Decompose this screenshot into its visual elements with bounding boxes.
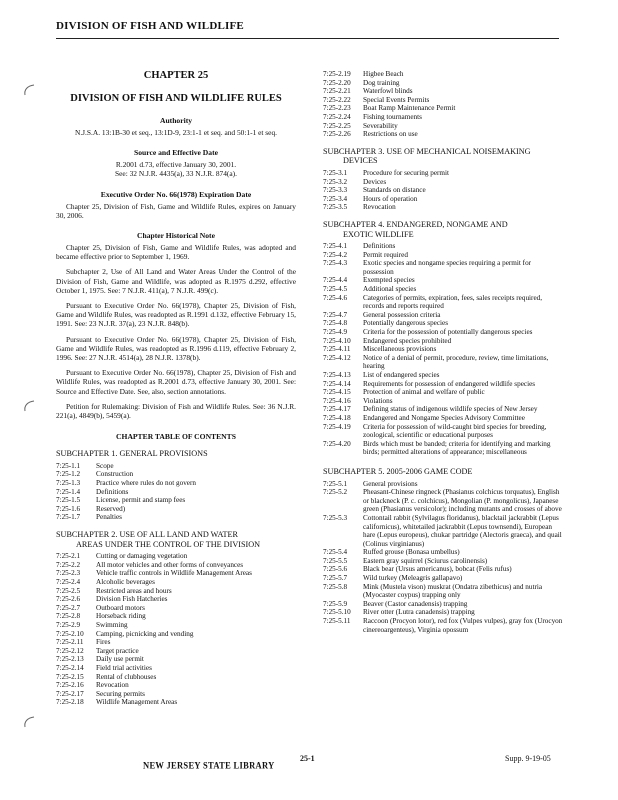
section-number: 7:25-2.19: [323, 70, 351, 78]
section-number: 7:25-2.18: [56, 698, 84, 707]
section-title: Criteria for the possession of potentially dangerous species: [363, 328, 533, 337]
section-entry: [323, 514, 563, 548]
authority-text: N.J.S.A. 13:1B-30 et seq., 13:1D-9, 23:1-1 et seq. and 50:1-1 et seq.: [75, 128, 277, 137]
section-title: Black bear (Ursus americanus), bobcat (Felis rufus): [363, 565, 512, 574]
section-number: 7:25-2.3: [56, 569, 81, 578]
exec-order-text: Chapter 25, Division of Fish, Game and Wildlife Rules, expires on January 30, 2006.: [56, 201, 296, 220]
section-entry: [56, 655, 252, 664]
section-number: 7:25-3.1: [323, 168, 348, 177]
section-title: Protection of animal and welfare of public: [363, 388, 485, 397]
section-title: Revocation: [363, 203, 396, 212]
section-title: Raccoon (Procyon lotor), red fox (Vulpes vulpes), gray fox (Urocyon cinereoargenteus), Virginia opossum: [363, 617, 563, 634]
section-entry: [323, 259, 563, 276]
history-heading: Chapter Historical Note: [137, 231, 215, 241]
section-title: Waterfowl blinds: [363, 87, 413, 96]
section-title: Mink (Mustela vison) muskrat (Ondatra zibethicus) and nutria (Myocaster coypus) trapping only: [363, 582, 543, 600]
section-title: Notice of a denial of permit, procedure, review, time limitations, hearing: [363, 353, 549, 371]
section-entry: [56, 612, 252, 621]
section-number: 7:25-4.8: [323, 319, 348, 328]
section-number: 7:25-4.16: [323, 396, 351, 405]
section-number: 7:25-5.6: [323, 565, 348, 574]
history-paragraph: Subchapter 2, Use of All Land and Water Areas Under the Control of the Division of Fish, Game and Wildlife, was adopted as R.1975 d.292, effective October 1, 1975. See: 7 N.J.R. 411(a), 7 N.J.R. 499(c).: [56, 267, 296, 295]
section-entry: [56, 690, 252, 699]
history-paragraph: Pursuant to Executive Order No. 66(1978), Chapter 25, Division of Fish, Game and Wildlife Rules, was readopted as R.1996 d.119, effective February 2, 1996. See: 27 N.J.R. 4514(a), 28 N.J.R. 1378(b).: [56, 334, 296, 363]
section-title: Construction: [96, 470, 134, 479]
punch-mark-icon: [22, 400, 36, 412]
source-heading: Source and Effective Date: [133, 148, 218, 158]
section-entry: [323, 195, 449, 204]
section-entry: [323, 345, 563, 354]
section-number: 7:25-1.5: [56, 496, 81, 505]
section-title: Exempted species: [363, 276, 415, 285]
section-number: 7:25-5.10: [323, 608, 351, 617]
section-title: Penalties: [96, 513, 122, 522]
section-number: 7:25-1.6: [56, 504, 81, 513]
section-title: Defining status of indigenous wildlife species of New Jersey: [363, 405, 538, 414]
section-number: 7:25-5.7: [323, 574, 348, 583]
running-header: DIVISION OF FISH AND WILDLIFE: [56, 20, 244, 32]
section-entry: [323, 294, 563, 311]
subchapter-4-list: [323, 242, 563, 457]
section-number: 7:25-4.19: [323, 422, 351, 431]
subchapter-5-title: SUBCHAPTER 5. 2005-2006 GAME CODE: [323, 466, 473, 476]
section-title: Standards on distance: [363, 186, 426, 195]
section-entry: [323, 423, 563, 440]
section-number: 7:25-5.9: [323, 599, 348, 608]
subchapter-1-list: [56, 462, 196, 522]
section-title: Endangered species prohibited: [363, 336, 452, 345]
section-entry: [323, 285, 563, 294]
section-title: Devices: [363, 177, 387, 186]
subchapter-title-line: AREAS UNDER THE CONTROL OF THE DIVISION: [76, 539, 261, 549]
section-number: 7:25-2.11: [56, 638, 84, 647]
subchapter-title-line: SUBCHAPTER 3. USE OF MECHANICAL NOISEMAKING: [323, 146, 531, 156]
section-title: Restrictions on use: [363, 130, 418, 139]
section-entry: [56, 488, 196, 497]
section-number: 7:25-2.13: [56, 655, 84, 664]
source-line: See: 32 N.J.R. 4435(a), 33 N.J.R. 874(a).: [115, 169, 237, 179]
section-title: All motor vehicles and other forms of conveyances: [96, 560, 244, 569]
section-entry: [323, 397, 563, 406]
section-entry: [56, 595, 252, 604]
section-title: Fires: [96, 638, 111, 647]
section-entry: [323, 371, 563, 380]
right-column: [323, 70, 563, 634]
subchapter-5-list: [323, 480, 563, 635]
section-entry: [323, 311, 563, 320]
section-number: 7:25-2.7: [56, 603, 81, 612]
section-entry: [323, 354, 563, 371]
subchapter-2-list: [56, 552, 252, 707]
section-title: Severability: [363, 121, 398, 130]
section-number: 7:25-2.16: [56, 681, 84, 690]
section-number: 7:25-3.5: [323, 203, 348, 212]
section-number: 7:25-5.8: [323, 582, 348, 591]
chapter-title: DIVISION OF FISH AND WILDLIFE RULES: [70, 93, 282, 104]
section-entry: [56, 587, 252, 596]
section-title: Outboard motors: [96, 603, 145, 612]
section-entry: [323, 608, 563, 617]
section-title: Hours of operation: [363, 194, 418, 203]
subchapter-title-line: SUBCHAPTER 2. USE OF ALL LAND AND WATER: [56, 530, 238, 540]
section-title: Criteria for possession of wild-caught bird species for breeding, zoological, scientific or educational purposes: [363, 422, 547, 440]
section-number: 7:25-2.15: [56, 672, 84, 681]
section-entry: [323, 251, 563, 260]
section-title: General possession criteria: [363, 310, 441, 319]
section-number: 7:25-1.1: [56, 461, 81, 470]
section-title: Division Fish Hatcheries: [96, 595, 168, 604]
section-entry: [56, 664, 252, 673]
section-number: 7:25-4.11: [323, 345, 351, 354]
section-number: 7:25-4.13: [323, 371, 351, 379]
section-title: Revocation: [96, 681, 129, 690]
section-entry: [323, 414, 563, 423]
section-entry: [56, 479, 196, 488]
section-entry: [56, 470, 196, 479]
section-title: Cutting or damaging vegetation: [96, 552, 188, 561]
section-entry: [323, 276, 563, 285]
section-number: 7:25-1.2: [56, 470, 81, 479]
section-title: General provisions: [363, 479, 418, 488]
section-title: Daily use permit: [96, 655, 144, 664]
section-title: Cottontail rabbit (Sylvilagus floridanus), blacktail jackrabbit (Lepus californicus), whitetailed jackrabbit (Lepus townsendi), European hare (Lepus europeus), chukar partridge (Alectoris graeca), and quail (Colinus virginianus): [363, 513, 562, 548]
history-paragraph: Pursuant to Executive Order No. 66(1978), Chapter 25, Division of Fish and Wildlife Rules, was readopted as R.2001 d.73, effective January 30, 2001. See: Source and Effective Date. See, also, section annotations.: [56, 368, 296, 396]
section-number: 7:25-2.17: [56, 689, 84, 698]
section-title: Practice where rules do not govern: [96, 479, 196, 488]
section-title: Dog training: [363, 78, 400, 87]
section-title: Definitions: [363, 242, 396, 251]
supplement-date: Supp. 9-19-05: [505, 754, 551, 763]
section-number: 7:25-4.15: [323, 388, 351, 397]
section-number: 7:25-4.2: [323, 250, 348, 259]
subchapter-2-title: [56, 530, 296, 549]
section-number: 7:25-1.4: [56, 487, 81, 496]
section-number: 7:25-4.5: [323, 285, 348, 294]
library-stamp: NEW JERSEY STATE LIBRARY: [143, 759, 275, 771]
section-entry: [323, 96, 455, 105]
section-number: 7:25-5.11: [323, 617, 351, 626]
section-entry: [56, 505, 196, 514]
section-number: 7:25-4.6: [323, 293, 348, 302]
section-title: License, permit and stamp fees: [96, 496, 186, 505]
section-number: 7:25-4.9: [323, 328, 348, 337]
section-number: 7:25-5.3: [323, 513, 348, 522]
section-number: 7:25-5.5: [323, 556, 348, 565]
source-line: R.2001 d.73, effective January 30, 2001.: [115, 160, 237, 170]
section-number: 7:25-2.24: [323, 112, 351, 121]
section-entry: [323, 186, 449, 195]
section-number: 7:25-2.23: [323, 104, 351, 113]
section-number: 7:25-2.10: [56, 629, 84, 638]
section-title: Horseback riding: [96, 612, 146, 621]
section-entry: [323, 600, 563, 609]
section-entry: [323, 319, 563, 328]
section-entry: [323, 565, 563, 574]
subchapter-1-title: SUBCHAPTER 1. GENERAL PROVISIONS: [56, 449, 208, 459]
section-title: Procedure for securing permit: [363, 168, 450, 177]
subchapter-title-line: SUBCHAPTER 4. ENDANGERED, NONGAME AND: [323, 219, 508, 229]
section-title: Swimming: [96, 620, 128, 629]
section-title: Endangered and Nongame Species Advisory Committee: [363, 413, 525, 422]
section-number: 7:25-2.6: [56, 595, 81, 604]
section-number: 7:25-4.12: [323, 353, 351, 362]
punch-mark-icon: [22, 84, 36, 96]
section-title: Violations: [363, 396, 393, 405]
section-entry: [56, 462, 196, 471]
section-number: 7:25-2.25: [323, 121, 351, 130]
section-number: 7:25-2.26: [323, 130, 351, 139]
section-title: Pheasant-Chinese ringneck (Phasianus colchicus torquatus), English or blackneck (P. c. colchicus), Mongolian (P. mongolicus), Japanese green (Phasianus versicolor); including mutants and crosses of above: [363, 488, 562, 514]
section-title: Vehicle traffic controls in Wildlife Management Areas: [96, 569, 252, 578]
section-entry: [56, 673, 252, 682]
left-column: [56, 44, 296, 707]
section-number: 7:25-2.5: [56, 586, 81, 595]
section-title: River otter (Lutra canadensis) trapping: [363, 608, 475, 617]
section-number: 7:25-2.20: [323, 78, 351, 87]
section-number: 7:25-4.20: [323, 439, 351, 448]
section-entry: [323, 169, 449, 178]
section-title: Scope: [96, 461, 114, 470]
section-number: 7:25-3.3: [323, 186, 348, 195]
section-entry: [56, 698, 252, 707]
section-title: Field trial activities: [96, 663, 152, 672]
section-title: Additional species: [363, 285, 417, 294]
section-number: 7:25-2.22: [323, 95, 351, 104]
section-number: 7:25-2.2: [56, 560, 81, 569]
section-number: 7:25-2.9: [56, 620, 81, 629]
authority-heading: Authority: [159, 116, 193, 125]
section-title: Higbee Beach: [363, 70, 404, 78]
section-title: Rental of clubhouses: [96, 672, 157, 681]
section-title: Target practice: [96, 646, 139, 655]
section-title: Fishing tournaments: [363, 112, 422, 121]
section-number: 7:25-2.12: [56, 646, 84, 655]
section-entry: [323, 70, 455, 79]
section-number: 7:25-1.3: [56, 479, 81, 488]
section-title: Special Events Permits: [363, 95, 430, 104]
section-entry: [56, 552, 252, 561]
section-number: 7:25-4.3: [323, 259, 348, 268]
header-rule: [56, 38, 559, 39]
history-paragraph: Pursuant to Executive Order No. 66(1978), Chapter 25, Division of Fish, Game and Wildlife Rules, was readopted as R.1991 d.132, effective February 15, 1991. See: 23 N.J.R. 37(a), 23 N.J.R. 848(b).: [56, 301, 296, 329]
section-entry: [323, 242, 563, 251]
section-entry: [56, 513, 196, 522]
section-number: 7:25-2.4: [56, 577, 81, 586]
section-title: Boat Ramp Maintenance Permit: [363, 104, 456, 113]
subchapter-3-list: [323, 169, 449, 212]
section-title: Wild turkey (Meleagris gallapavo): [363, 574, 463, 583]
subchapter-2-cont-list: [323, 70, 455, 139]
section-title: Alcoholic beverages: [96, 577, 155, 586]
section-entry: [323, 113, 455, 122]
section-entry: [323, 480, 563, 489]
section-entry: [323, 104, 455, 113]
section-entry: [56, 630, 252, 639]
section-number: 7:25-4.7: [323, 310, 348, 319]
history-paragraph: Chapter 25, Division of Fish, Game and Wildlife Rules, was adopted and became effective prior to September 1, 1969.: [56, 243, 296, 262]
section-title: Requirements for possession of endangered wildlife species: [363, 379, 536, 388]
section-number: 7:25-3.4: [323, 194, 348, 203]
section-entry: [56, 496, 196, 505]
chapter-number: CHAPTER 25: [143, 70, 209, 81]
punch-mark-icon: [22, 716, 36, 728]
section-entry: [323, 617, 563, 634]
section-title: Categories of permits, expiration, fees, sales receipts required, records and reports required: [363, 293, 543, 311]
section-entry: [323, 574, 563, 583]
section-number: 7:25-5.2: [323, 488, 348, 497]
section-entry: [56, 621, 252, 630]
exec-order-heading: Executive Order No. 66(1978) Expiration Date: [100, 189, 252, 199]
section-entry: [323, 388, 563, 397]
section-entry: [323, 583, 563, 600]
section-entry: [323, 548, 563, 557]
section-title: List of endangered species: [363, 371, 440, 379]
section-number: 7:25-2.8: [56, 612, 81, 621]
section-entry: [323, 87, 455, 96]
section-entry: [323, 130, 455, 139]
section-title: Beaver (Castor canadensis) trapping: [363, 599, 468, 608]
section-number: 7:25-2.14: [56, 663, 84, 672]
section-entry: [56, 638, 252, 647]
section-number: 7:25-3.2: [323, 177, 348, 186]
section-entry: [323, 380, 563, 389]
section-entry: [56, 647, 252, 656]
section-number: 7:25-4.1: [323, 242, 348, 251]
section-title: Securing permits: [96, 689, 145, 698]
section-entry: [56, 578, 252, 587]
subchapter-title-line: EXOTIC WILDLIFE: [343, 229, 414, 239]
section-number: 7:25-4.17: [323, 405, 351, 414]
section-entry: [56, 681, 252, 690]
section-title: Restricted areas and hours: [96, 586, 172, 595]
page-number: 25-1: [300, 754, 315, 763]
section-entry: [323, 122, 455, 131]
section-entry: [56, 569, 252, 578]
section-title: Permit required: [363, 250, 408, 259]
section-entry: [323, 440, 563, 457]
subchapter-title-line: DEVICES: [343, 156, 378, 166]
section-entry: [323, 203, 449, 212]
section-title: Birds which must be banded; criteria for identifying and marking birds; permitted alterations of appearance; miscellaneous: [363, 439, 551, 457]
section-number: 7:25-5.4: [323, 548, 348, 557]
section-number: 7:25-4.10: [323, 336, 351, 345]
subchapter-4-title: [323, 220, 563, 239]
section-entry: [323, 405, 563, 414]
section-title: Ruffed grouse (Bonasa umbellus): [363, 548, 460, 557]
section-entry: [323, 328, 563, 337]
toc-heading: CHAPTER TABLE OF CONTENTS: [116, 432, 236, 442]
section-entry: [323, 488, 563, 514]
section-number: 7:25-4.4: [323, 276, 348, 285]
subchapter-3-title: [323, 147, 563, 166]
section-entry: [323, 79, 455, 88]
section-entry: [56, 604, 252, 613]
section-entry: [323, 557, 563, 566]
section-title: Eastern gray squirrel (Sciurus carolinensis): [363, 556, 488, 565]
section-title: Definitions: [96, 487, 129, 496]
section-number: 7:25-4.14: [323, 379, 351, 388]
history-paragraph: Petition for Rulemaking: Division of Fish and Wildlife Rules. See: 36 N.J.R. 221(a), 4849(b), 5459(a).: [56, 401, 296, 421]
section-title: Camping, picnicking and vending: [96, 629, 194, 638]
section-number: 7:25-1.7: [56, 513, 81, 522]
section-number: 7:25-5.1: [323, 479, 348, 488]
section-title: Potentially dangerous species: [363, 319, 449, 328]
section-title: Exotic species and nongame species requiring a permit for possession: [363, 259, 532, 276]
section-number: 7:25-2.21: [323, 87, 351, 96]
section-title: Miscellaneous provisions: [363, 345, 437, 354]
section-entry: [56, 561, 252, 570]
section-entry: [323, 337, 563, 346]
section-title: Wildlife Management Areas: [96, 698, 178, 707]
section-number: 7:25-2.1: [56, 552, 81, 561]
section-number: 7:25-4.18: [323, 413, 351, 422]
section-entry: [323, 178, 449, 187]
section-title: Reserved): [96, 504, 126, 513]
